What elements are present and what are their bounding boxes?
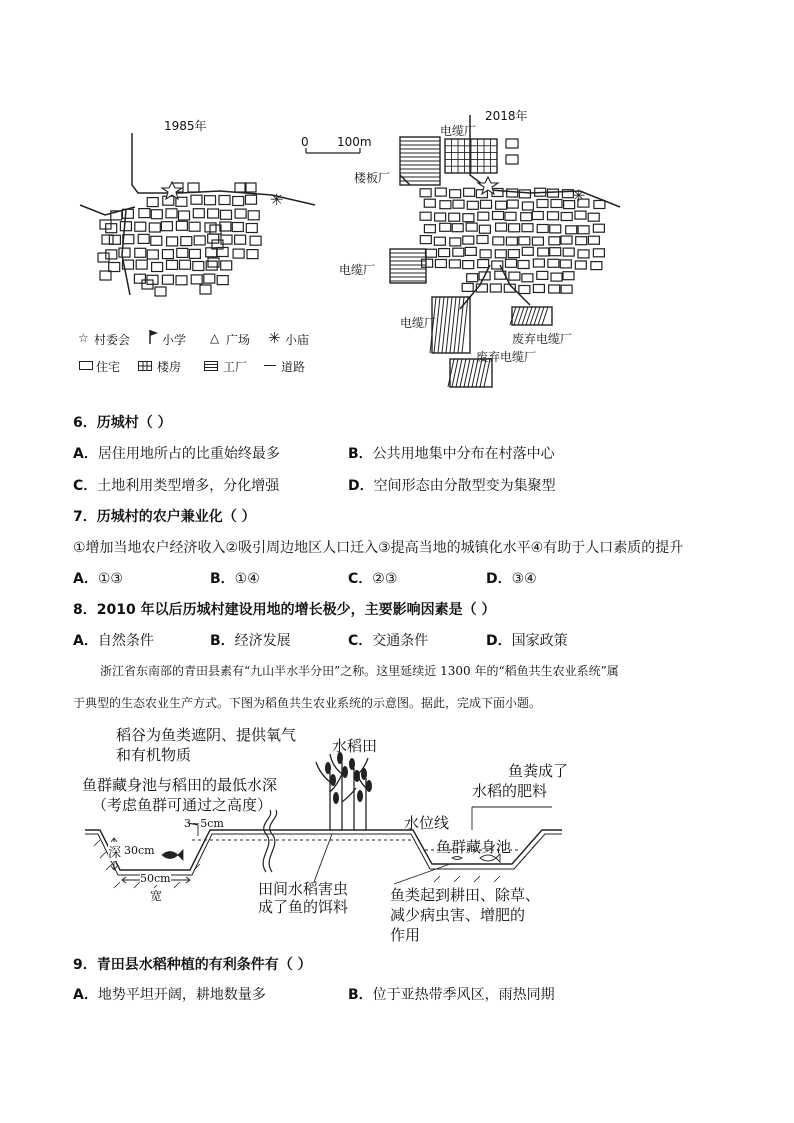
residence-block xyxy=(467,201,478,209)
residence-block xyxy=(247,250,258,259)
residence-block xyxy=(435,188,446,196)
residence-block xyxy=(139,209,150,218)
residence-block xyxy=(450,238,461,246)
residence-block xyxy=(204,274,215,283)
residence-block xyxy=(518,261,529,269)
label-fish-role-2: 减少病虫害、增肥的 xyxy=(390,906,526,924)
flag-icon xyxy=(148,329,160,348)
label-abandoned-cable-2: 废弃电缆厂 xyxy=(476,350,537,364)
asterisk-icon: ✳ xyxy=(572,186,586,205)
legend-apartment: 楼房 xyxy=(157,360,182,374)
residence-block xyxy=(537,225,548,233)
residence-block xyxy=(561,236,572,244)
residence-block xyxy=(151,236,162,245)
label-rice-shade-2: 和有机物质 xyxy=(116,746,192,764)
residence-block xyxy=(594,201,605,209)
residence-block xyxy=(548,259,559,267)
option-label: D． xyxy=(486,571,512,587)
residence-block xyxy=(217,276,228,285)
question-8 xyxy=(73,600,495,620)
residence-block xyxy=(519,286,530,294)
residence-block xyxy=(193,209,204,218)
residence-block xyxy=(478,260,489,268)
residence-block xyxy=(135,222,146,231)
residence-block xyxy=(575,261,586,269)
label-cable-factory-top: 电缆厂 xyxy=(440,124,477,138)
residence-block xyxy=(109,263,120,272)
residence-block xyxy=(481,200,492,208)
legend-temple: 小庙 xyxy=(285,333,310,347)
q9-option-a[interactable] xyxy=(73,985,266,1005)
residence-block xyxy=(463,236,474,244)
residence-block xyxy=(591,262,602,270)
road xyxy=(122,210,130,295)
question-8-stem: 8．2010 年以后历城村建设用地的增长极少，主要影响因素是（ ） xyxy=(73,602,496,618)
residence-block xyxy=(200,285,211,294)
residence-block xyxy=(505,212,516,220)
residence-block xyxy=(235,235,246,244)
option-text: 国家政策 xyxy=(511,633,568,649)
residence-block xyxy=(522,202,533,210)
residence-block xyxy=(181,237,192,246)
option-label: D． xyxy=(486,633,512,649)
residence-block xyxy=(549,237,560,245)
residence-block xyxy=(496,223,507,231)
residence-block xyxy=(507,200,518,208)
residence-block xyxy=(479,225,490,233)
residence-block xyxy=(522,247,533,255)
residence-block xyxy=(147,198,158,207)
residence-block xyxy=(548,189,559,197)
label-abandoned-cable-1: 废弃电缆厂 xyxy=(512,332,573,346)
residence-block xyxy=(533,259,544,267)
legend-square: 广场 xyxy=(226,333,251,347)
option-label: C． xyxy=(73,478,98,494)
label-fish-manure-1: 鱼粪成了 xyxy=(508,762,569,780)
triangle-icon: △ xyxy=(210,331,220,345)
residence-block xyxy=(521,213,532,221)
scale-zero: 0 xyxy=(301,135,309,149)
residence-block xyxy=(588,213,599,221)
residence-block xyxy=(235,209,246,218)
residence-block xyxy=(180,260,191,269)
option-label: A． xyxy=(73,987,98,1003)
question-7 xyxy=(73,507,256,527)
residence-block xyxy=(177,248,188,257)
residence-block xyxy=(439,249,450,257)
option-text: 公共用地集中分布在村落中心 xyxy=(372,446,555,462)
residence-block xyxy=(188,183,199,192)
residence-block xyxy=(162,275,173,284)
residence-block xyxy=(435,260,446,268)
residence-block xyxy=(434,237,445,245)
residence-block xyxy=(440,223,451,231)
option-label: C． xyxy=(348,571,373,587)
label-width-value: 50cm xyxy=(140,872,171,885)
option-label: A． xyxy=(73,446,98,462)
residence-block xyxy=(167,237,178,246)
residence-block xyxy=(490,284,501,292)
rice-fish-diagram xyxy=(80,722,570,950)
residence-block xyxy=(98,253,109,262)
residence-block xyxy=(538,248,549,256)
q6-option-c[interactable] xyxy=(73,476,279,496)
residence-block xyxy=(102,235,113,244)
apartment-icon xyxy=(138,360,152,374)
residence-block xyxy=(119,248,130,257)
q7-option-b[interactable] xyxy=(210,569,260,589)
residence-block xyxy=(232,223,243,232)
q7-option-a[interactable] xyxy=(73,569,123,589)
label-min-depth-1: 鱼群藏身池与稻田的最低水深 xyxy=(82,776,278,794)
option-label: B． xyxy=(348,987,373,1003)
q8-option-c[interactable] xyxy=(348,631,428,651)
q6-option-a[interactable] xyxy=(73,444,280,464)
residence-block xyxy=(463,214,474,222)
residence-block xyxy=(246,224,257,233)
village-maps xyxy=(60,95,660,400)
residence-block xyxy=(420,236,431,244)
label-pests-1: 田间水稻害虫 xyxy=(258,880,349,898)
residence-block xyxy=(537,271,548,279)
residence-block xyxy=(426,249,437,257)
residence-block xyxy=(495,250,506,258)
label-depth-value: 30cm xyxy=(124,844,155,857)
residence-block xyxy=(563,248,574,256)
residence-block xyxy=(424,225,435,233)
residence-block xyxy=(191,275,202,284)
residence-block xyxy=(467,274,478,282)
residence-block xyxy=(176,221,187,230)
option-text: 地势平坦开阔，耕地数量多 xyxy=(97,987,266,1003)
residence-block xyxy=(221,210,232,219)
label-pests-2: 成了鱼的饵料 xyxy=(258,898,349,916)
residence-block xyxy=(155,287,166,296)
q7-option-d[interactable] xyxy=(486,569,537,589)
label-min-depth-2: （考虑鱼群可通过之高度） xyxy=(92,796,273,814)
residence-block xyxy=(420,189,431,197)
q7-option-c[interactable] xyxy=(348,569,397,589)
residence-block xyxy=(189,222,200,231)
option-label: B． xyxy=(210,571,235,587)
option-text: ①③ xyxy=(97,571,123,587)
residence-block xyxy=(233,249,244,258)
residence-block xyxy=(550,248,561,256)
legend-road: 道路 xyxy=(281,360,306,374)
residence-block xyxy=(576,237,587,245)
residence-block xyxy=(176,276,187,285)
legend-residence: 住宅 xyxy=(96,360,121,374)
residence-block xyxy=(422,259,433,267)
question-7-statements: ①增加当地农户经济收入②吸引周边地区人口迁入③提高当地的城镇化水平④有助于人口素质的提升 xyxy=(73,540,684,556)
residence-block xyxy=(100,271,111,280)
residence-block xyxy=(493,237,504,245)
label-range: 3~5cm xyxy=(184,817,224,830)
residence-block xyxy=(506,237,517,245)
residence-block xyxy=(551,273,562,281)
label-rice-shade-1: 稻谷为鱼类遮阴、提供氧气 xyxy=(116,726,297,744)
residence-block xyxy=(161,222,172,231)
residence-block xyxy=(465,247,476,255)
option-text: 空间形态由分散型变为集聚型 xyxy=(373,478,556,494)
residence-block xyxy=(193,262,204,271)
option-label: B． xyxy=(210,633,235,649)
star-icon xyxy=(478,177,498,194)
label-paddy: 水稻田 xyxy=(332,737,378,755)
residence-block xyxy=(480,250,491,258)
residence-block xyxy=(424,199,435,207)
label-fish-role-1: 鱼类起到耕田、除草、 xyxy=(390,886,541,904)
residence-block xyxy=(496,201,507,209)
residence-block xyxy=(191,195,202,204)
label-cable-factory-left: 电缆厂 xyxy=(339,263,376,277)
map-legend xyxy=(78,331,338,381)
residence-block xyxy=(561,285,572,293)
residence-block xyxy=(440,201,451,209)
option-text: 居住用地所占的比重始终最多 xyxy=(97,446,280,462)
residence-block xyxy=(522,274,533,282)
residence-block xyxy=(519,190,530,198)
residence-block xyxy=(588,236,599,244)
map-1985 xyxy=(80,133,315,296)
option-text: 土地利用类型增多，分化增强 xyxy=(97,478,280,494)
residence-block xyxy=(136,260,147,269)
label-width: 宽 xyxy=(150,889,163,903)
residence-block xyxy=(493,212,504,220)
residence-block xyxy=(123,235,134,244)
residence-block xyxy=(219,196,230,205)
residence-block xyxy=(120,222,131,231)
residence-block xyxy=(551,200,562,208)
residence-block xyxy=(221,261,232,270)
legend-primary-school: 小学 xyxy=(162,333,187,347)
residence-block xyxy=(449,213,460,221)
residence-block xyxy=(450,190,461,198)
residence-block xyxy=(560,260,571,268)
q6-option-d[interactable] xyxy=(348,476,556,496)
question-9 xyxy=(73,955,312,975)
option-text: ②③ xyxy=(372,571,398,587)
residence-block xyxy=(561,213,572,221)
residence-block xyxy=(233,197,244,206)
label-fish-pool: 鱼群藏身池 xyxy=(436,838,512,856)
residence-block xyxy=(477,236,488,244)
q6-option-b[interactable] xyxy=(348,444,555,464)
option-label: B． xyxy=(348,446,373,462)
map-year-2018: 2018年 xyxy=(485,109,528,123)
residence-block xyxy=(152,263,163,272)
option-text: 自然条件 xyxy=(97,633,154,649)
residence-block xyxy=(506,259,517,267)
factory-block xyxy=(512,307,552,325)
legend-village-committee: 村委会 xyxy=(94,333,131,347)
label-water-line: 水位线 xyxy=(404,814,450,832)
residence-block xyxy=(478,212,489,220)
residence-block xyxy=(449,260,460,268)
option-text: 经济发展 xyxy=(234,633,291,649)
label-fish-role-3: 作用 xyxy=(390,926,421,944)
residence-block xyxy=(166,209,177,218)
residence-block xyxy=(452,224,463,232)
residence-block xyxy=(106,250,117,259)
road xyxy=(132,133,315,205)
residence-block xyxy=(189,249,200,258)
factory-icon xyxy=(204,360,218,374)
star-icon: ☆ xyxy=(78,331,89,345)
q8-option-d[interactable] xyxy=(486,631,568,651)
question-6-stem: 6．历城村（ ） xyxy=(73,415,172,431)
residence-block xyxy=(508,250,519,258)
residence-block xyxy=(566,226,577,234)
passage-line-2: 于典型的生态农业生产方式。下图为稻鱼共生农业系统的示意图。据此，完成下面小题。 xyxy=(73,696,542,710)
q8-option-b[interactable] xyxy=(210,631,291,651)
residence-block xyxy=(179,211,190,220)
road-icon xyxy=(264,365,276,366)
residence-block xyxy=(593,249,604,257)
asterisk-icon: ✳ xyxy=(268,329,281,347)
residence-block xyxy=(462,283,473,291)
residence-block xyxy=(506,155,518,164)
residence-block xyxy=(532,237,543,245)
residence-block xyxy=(135,248,146,257)
residence-block xyxy=(507,189,518,197)
residence-block xyxy=(578,226,589,234)
option-label: C． xyxy=(348,633,373,649)
residence-block xyxy=(509,272,520,280)
residence-block xyxy=(550,225,561,233)
label-fish-manure-2: 水稻的肥料 xyxy=(472,782,548,800)
legend-factory: 工厂 xyxy=(223,360,248,374)
q9-option-b[interactable] xyxy=(348,985,555,1005)
residence-block xyxy=(453,200,464,208)
residence-block xyxy=(466,223,477,231)
option-label: D． xyxy=(348,478,374,494)
scale-distance: 100m xyxy=(337,135,372,149)
residence-block xyxy=(533,285,544,293)
residence-icon xyxy=(79,361,93,370)
residence-block xyxy=(245,183,256,192)
option-text: ①④ xyxy=(234,571,260,587)
map-year-1985: 1985年 xyxy=(164,119,207,133)
residence-block xyxy=(151,210,162,219)
residence-block xyxy=(194,236,205,245)
asterisk-icon: ✳ xyxy=(270,190,284,209)
residence-block xyxy=(578,250,589,258)
factory-block xyxy=(390,249,426,283)
option-label: A． xyxy=(73,633,98,649)
map-2018 xyxy=(390,115,620,387)
residence-block xyxy=(246,195,257,204)
option-label: A． xyxy=(73,571,98,587)
residence-block xyxy=(522,224,533,232)
residence-block xyxy=(549,285,560,293)
residence-block xyxy=(205,196,216,205)
residence-block xyxy=(167,260,178,269)
question-9-stem: 9．青田县水稻种植的有利条件有（ ） xyxy=(73,957,312,973)
residence-block xyxy=(519,237,530,245)
option-text: ③④ xyxy=(511,571,537,587)
residence-block xyxy=(506,139,518,148)
label-building-material-factory: 楼板厂 xyxy=(354,171,391,185)
residence-block xyxy=(149,223,160,232)
residence-block xyxy=(147,250,158,259)
residence-block xyxy=(563,272,574,280)
residence-block xyxy=(248,211,259,220)
residence-block xyxy=(208,209,219,218)
residence-block xyxy=(250,236,261,245)
residence-block xyxy=(509,224,520,232)
residence-block xyxy=(420,212,431,220)
road xyxy=(80,205,135,215)
residence-block xyxy=(109,235,120,244)
option-text: 交通条件 xyxy=(372,633,429,649)
residence-block xyxy=(235,183,246,192)
option-text: 位于亚热带季风区，雨热同期 xyxy=(372,987,555,1003)
residence-block xyxy=(134,274,145,283)
residence-block xyxy=(435,213,446,221)
residence-block xyxy=(532,212,543,220)
residence-block xyxy=(453,248,464,256)
residence-block xyxy=(138,234,149,243)
residence-block xyxy=(537,200,548,208)
residence-block xyxy=(162,250,173,259)
question-6 xyxy=(73,413,172,433)
residence-block xyxy=(464,188,475,196)
label-depth: 深 xyxy=(108,842,121,861)
residence-block xyxy=(548,212,559,220)
residence-block xyxy=(463,261,474,269)
question-7-stem: 7．历城村的农户兼业化（ ） xyxy=(73,509,256,525)
q8-option-a[interactable] xyxy=(73,631,154,651)
residence-block xyxy=(593,224,604,232)
residence-block xyxy=(575,211,586,219)
residence-block xyxy=(208,234,219,243)
label-cable-factory-bottom: 电缆厂 xyxy=(400,316,437,330)
passage-line-1: 浙江省东南部的青田县素有“九山半水半分田”之称。这里延续近 1300 年的“稻鱼共生农业系统”属 xyxy=(100,664,619,678)
